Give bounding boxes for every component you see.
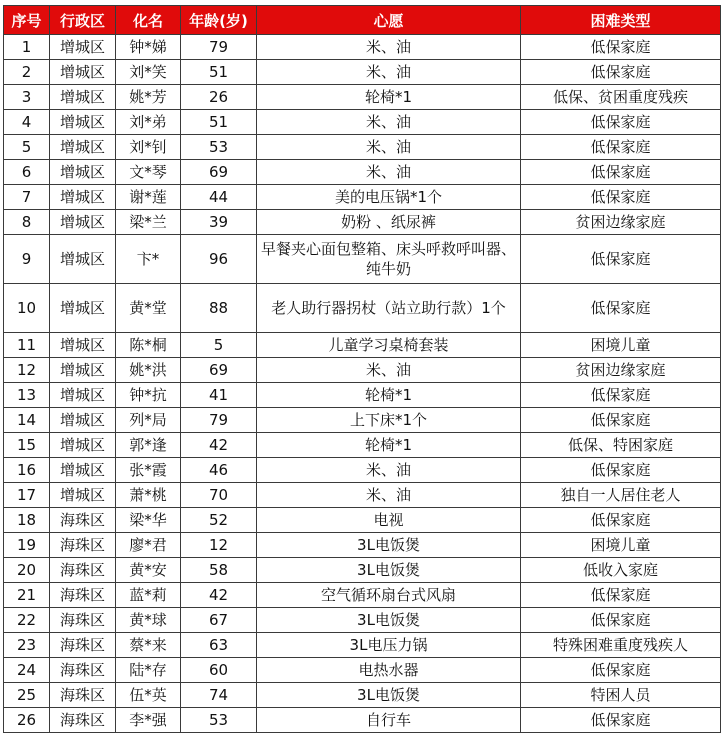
cell-wish: 电热水器	[257, 658, 521, 683]
cell-index: 17	[4, 483, 50, 508]
cell-district: 海珠区	[50, 708, 116, 733]
cell-alias: 钟*娣	[116, 35, 181, 60]
cell-wish: 空气循环扇台式风扇	[257, 583, 521, 608]
cell-alias: 文*琴	[116, 160, 181, 185]
cell-hardship: 低保家庭	[521, 608, 721, 633]
cell-age: 63	[181, 633, 257, 658]
table-body	[4, 35, 721, 733]
table-row	[4, 408, 721, 433]
cell-wish: 自行车	[257, 708, 521, 733]
cell-wish: 米、油	[257, 160, 521, 185]
table-row	[4, 433, 721, 458]
table-row	[4, 284, 721, 333]
cell-hardship: 低保家庭	[521, 658, 721, 683]
table-row	[4, 383, 721, 408]
cell-wish: 米、油	[257, 458, 521, 483]
cell-district: 增城区	[50, 185, 116, 210]
cell-district: 海珠区	[50, 608, 116, 633]
cell-index: 2	[4, 60, 50, 85]
cell-age: 79	[181, 408, 257, 433]
cell-alias: 张*霞	[116, 458, 181, 483]
cell-hardship: 贫困边缘家庭	[521, 358, 721, 383]
cell-district: 增城区	[50, 458, 116, 483]
cell-index: 16	[4, 458, 50, 483]
cell-hardship: 低保家庭	[521, 508, 721, 533]
cell-age: 53	[181, 708, 257, 733]
cell-hardship: 低保家庭	[521, 284, 721, 333]
cell-alias: 谢*莲	[116, 185, 181, 210]
cell-district: 增城区	[50, 383, 116, 408]
table-row	[4, 333, 721, 358]
cell-district: 海珠区	[50, 658, 116, 683]
cell-age: 53	[181, 135, 257, 160]
table-row	[4, 185, 721, 210]
cell-hardship: 低保家庭	[521, 110, 721, 135]
cell-alias: 刘*笑	[116, 60, 181, 85]
cell-age: 42	[181, 433, 257, 458]
cell-district: 增城区	[50, 35, 116, 60]
cell-hardship: 特困人员	[521, 683, 721, 708]
cell-wish: 老人助行器拐杖（站立助行款）1个	[257, 284, 521, 333]
wish-list-table	[3, 5, 721, 733]
cell-index: 10	[4, 284, 50, 333]
cell-index: 15	[4, 433, 50, 458]
cell-age: 5	[181, 333, 257, 358]
table-row	[4, 633, 721, 658]
cell-index: 1	[4, 35, 50, 60]
cell-age: 26	[181, 85, 257, 110]
cell-alias: 萧*桃	[116, 483, 181, 508]
cell-index: 6	[4, 160, 50, 185]
cell-wish: 美的电压锅*1个	[257, 185, 521, 210]
table-row	[4, 35, 721, 60]
cell-hardship: 低保、贫困重度残疾	[521, 85, 721, 110]
table-row	[4, 358, 721, 383]
cell-hardship: 低保、特困家庭	[521, 433, 721, 458]
cell-age: 42	[181, 583, 257, 608]
cell-age: 41	[181, 383, 257, 408]
cell-district: 海珠区	[50, 683, 116, 708]
cell-district: 海珠区	[50, 533, 116, 558]
col-header-index: 序号	[4, 6, 50, 35]
cell-wish: 上下床*1个	[257, 408, 521, 433]
cell-index: 26	[4, 708, 50, 733]
cell-age: 67	[181, 608, 257, 633]
cell-hardship: 贫困边缘家庭	[521, 210, 721, 235]
cell-hardship: 低保家庭	[521, 383, 721, 408]
cell-alias: 姚*芳	[116, 85, 181, 110]
cell-wish: 米、油	[257, 135, 521, 160]
cell-wish: 儿童学习桌椅套装	[257, 333, 521, 358]
cell-hardship: 低保家庭	[521, 160, 721, 185]
cell-hardship: 低保家庭	[521, 458, 721, 483]
cell-index: 7	[4, 185, 50, 210]
cell-district: 海珠区	[50, 583, 116, 608]
cell-index: 11	[4, 333, 50, 358]
cell-index: 13	[4, 383, 50, 408]
table-row	[4, 708, 721, 733]
cell-alias: 梁*兰	[116, 210, 181, 235]
cell-wish: 3L电压力锅	[257, 633, 521, 658]
table-row	[4, 658, 721, 683]
cell-district: 海珠区	[50, 508, 116, 533]
cell-wish: 3L电饭煲	[257, 558, 521, 583]
header-row	[4, 6, 721, 35]
cell-wish: 早餐夹心面包整箱、床头呼救呼叫器、纯牛奶	[257, 235, 521, 284]
cell-age: 79	[181, 35, 257, 60]
table-row	[4, 458, 721, 483]
cell-alias: 廖*君	[116, 533, 181, 558]
cell-district: 增城区	[50, 60, 116, 85]
cell-district: 海珠区	[50, 558, 116, 583]
table-row	[4, 508, 721, 533]
table-row	[4, 608, 721, 633]
cell-hardship: 低收入家庭	[521, 558, 721, 583]
cell-age: 12	[181, 533, 257, 558]
col-header-age: 年龄(岁)	[181, 6, 257, 35]
table-row	[4, 533, 721, 558]
cell-district: 增城区	[50, 135, 116, 160]
table-row	[4, 135, 721, 160]
cell-alias: 蓝*莉	[116, 583, 181, 608]
cell-index: 22	[4, 608, 50, 633]
table-row	[4, 583, 721, 608]
cell-hardship: 特殊困难重度残疾人	[521, 633, 721, 658]
table-row	[4, 235, 721, 284]
cell-alias: 郭*逢	[116, 433, 181, 458]
cell-age: 52	[181, 508, 257, 533]
table-row	[4, 210, 721, 235]
cell-index: 12	[4, 358, 50, 383]
table-row	[4, 60, 721, 85]
cell-alias: 列*局	[116, 408, 181, 433]
wish-list-container	[3, 5, 721, 733]
cell-index: 19	[4, 533, 50, 558]
cell-age: 60	[181, 658, 257, 683]
cell-alias: 黄*球	[116, 608, 181, 633]
cell-wish: 3L电饭煲	[257, 683, 521, 708]
cell-wish: 米、油	[257, 483, 521, 508]
cell-wish: 轮椅*1	[257, 433, 521, 458]
cell-wish: 3L电饭煲	[257, 533, 521, 558]
cell-index: 3	[4, 85, 50, 110]
cell-wish: 电视	[257, 508, 521, 533]
cell-hardship: 低保家庭	[521, 235, 721, 284]
cell-age: 70	[181, 483, 257, 508]
col-header-wish: 心愿	[257, 6, 521, 35]
cell-alias: 姚*洪	[116, 358, 181, 383]
cell-age: 96	[181, 235, 257, 284]
cell-index: 23	[4, 633, 50, 658]
cell-alias: 伍*英	[116, 683, 181, 708]
cell-index: 4	[4, 110, 50, 135]
cell-hardship: 低保家庭	[521, 35, 721, 60]
table-row	[4, 683, 721, 708]
cell-alias: 梁*华	[116, 508, 181, 533]
cell-alias: 陆*存	[116, 658, 181, 683]
cell-index: 9	[4, 235, 50, 284]
cell-hardship: 低保家庭	[521, 135, 721, 160]
cell-wish: 轮椅*1	[257, 85, 521, 110]
table-row	[4, 483, 721, 508]
cell-district: 增城区	[50, 433, 116, 458]
cell-district: 增城区	[50, 358, 116, 383]
cell-district: 增城区	[50, 284, 116, 333]
cell-age: 74	[181, 683, 257, 708]
cell-alias: 黄*堂	[116, 284, 181, 333]
cell-wish: 奶粉 、纸尿裤	[257, 210, 521, 235]
cell-age: 58	[181, 558, 257, 583]
cell-wish: 米、油	[257, 110, 521, 135]
cell-age: 51	[181, 60, 257, 85]
cell-index: 25	[4, 683, 50, 708]
cell-index: 5	[4, 135, 50, 160]
cell-age: 69	[181, 358, 257, 383]
cell-index: 20	[4, 558, 50, 583]
cell-district: 增城区	[50, 235, 116, 284]
cell-district: 增城区	[50, 408, 116, 433]
cell-age: 39	[181, 210, 257, 235]
cell-alias: 陈*桐	[116, 333, 181, 358]
cell-age: 51	[181, 110, 257, 135]
cell-index: 21	[4, 583, 50, 608]
cell-district: 增城区	[50, 110, 116, 135]
cell-age: 46	[181, 458, 257, 483]
table-row	[4, 558, 721, 583]
table-row	[4, 110, 721, 135]
cell-index: 24	[4, 658, 50, 683]
cell-district: 海珠区	[50, 633, 116, 658]
cell-wish: 米、油	[257, 358, 521, 383]
cell-wish: 米、油	[257, 35, 521, 60]
cell-age: 69	[181, 160, 257, 185]
cell-district: 增城区	[50, 333, 116, 358]
cell-index: 18	[4, 508, 50, 533]
cell-hardship: 低保家庭	[521, 60, 721, 85]
cell-hardship: 独自一人居住老人	[521, 483, 721, 508]
cell-hardship: 低保家庭	[521, 408, 721, 433]
col-header-hardship: 困难类型	[521, 6, 721, 35]
cell-alias: 刘*弟	[116, 110, 181, 135]
cell-district: 增城区	[50, 85, 116, 110]
cell-alias: 李*强	[116, 708, 181, 733]
cell-wish: 3L电饭煲	[257, 608, 521, 633]
cell-hardship: 困境儿童	[521, 333, 721, 358]
cell-index: 14	[4, 408, 50, 433]
cell-hardship: 低保家庭	[521, 583, 721, 608]
cell-hardship: 困境儿童	[521, 533, 721, 558]
cell-age: 44	[181, 185, 257, 210]
cell-district: 增城区	[50, 210, 116, 235]
cell-alias: 卞*	[116, 235, 181, 284]
cell-alias: 钟*抗	[116, 383, 181, 408]
table-row	[4, 85, 721, 110]
cell-alias: 蔡*来	[116, 633, 181, 658]
col-header-alias: 化名	[116, 6, 181, 35]
cell-age: 88	[181, 284, 257, 333]
cell-district: 增城区	[50, 160, 116, 185]
cell-alias: 刘*钊	[116, 135, 181, 160]
cell-district: 增城区	[50, 483, 116, 508]
col-header-district: 行政区	[50, 6, 116, 35]
cell-hardship: 低保家庭	[521, 185, 721, 210]
cell-index: 8	[4, 210, 50, 235]
cell-wish: 轮椅*1	[257, 383, 521, 408]
cell-hardship: 低保家庭	[521, 708, 721, 733]
table-row	[4, 160, 721, 185]
cell-wish: 米、油	[257, 60, 521, 85]
cell-alias: 黄*安	[116, 558, 181, 583]
